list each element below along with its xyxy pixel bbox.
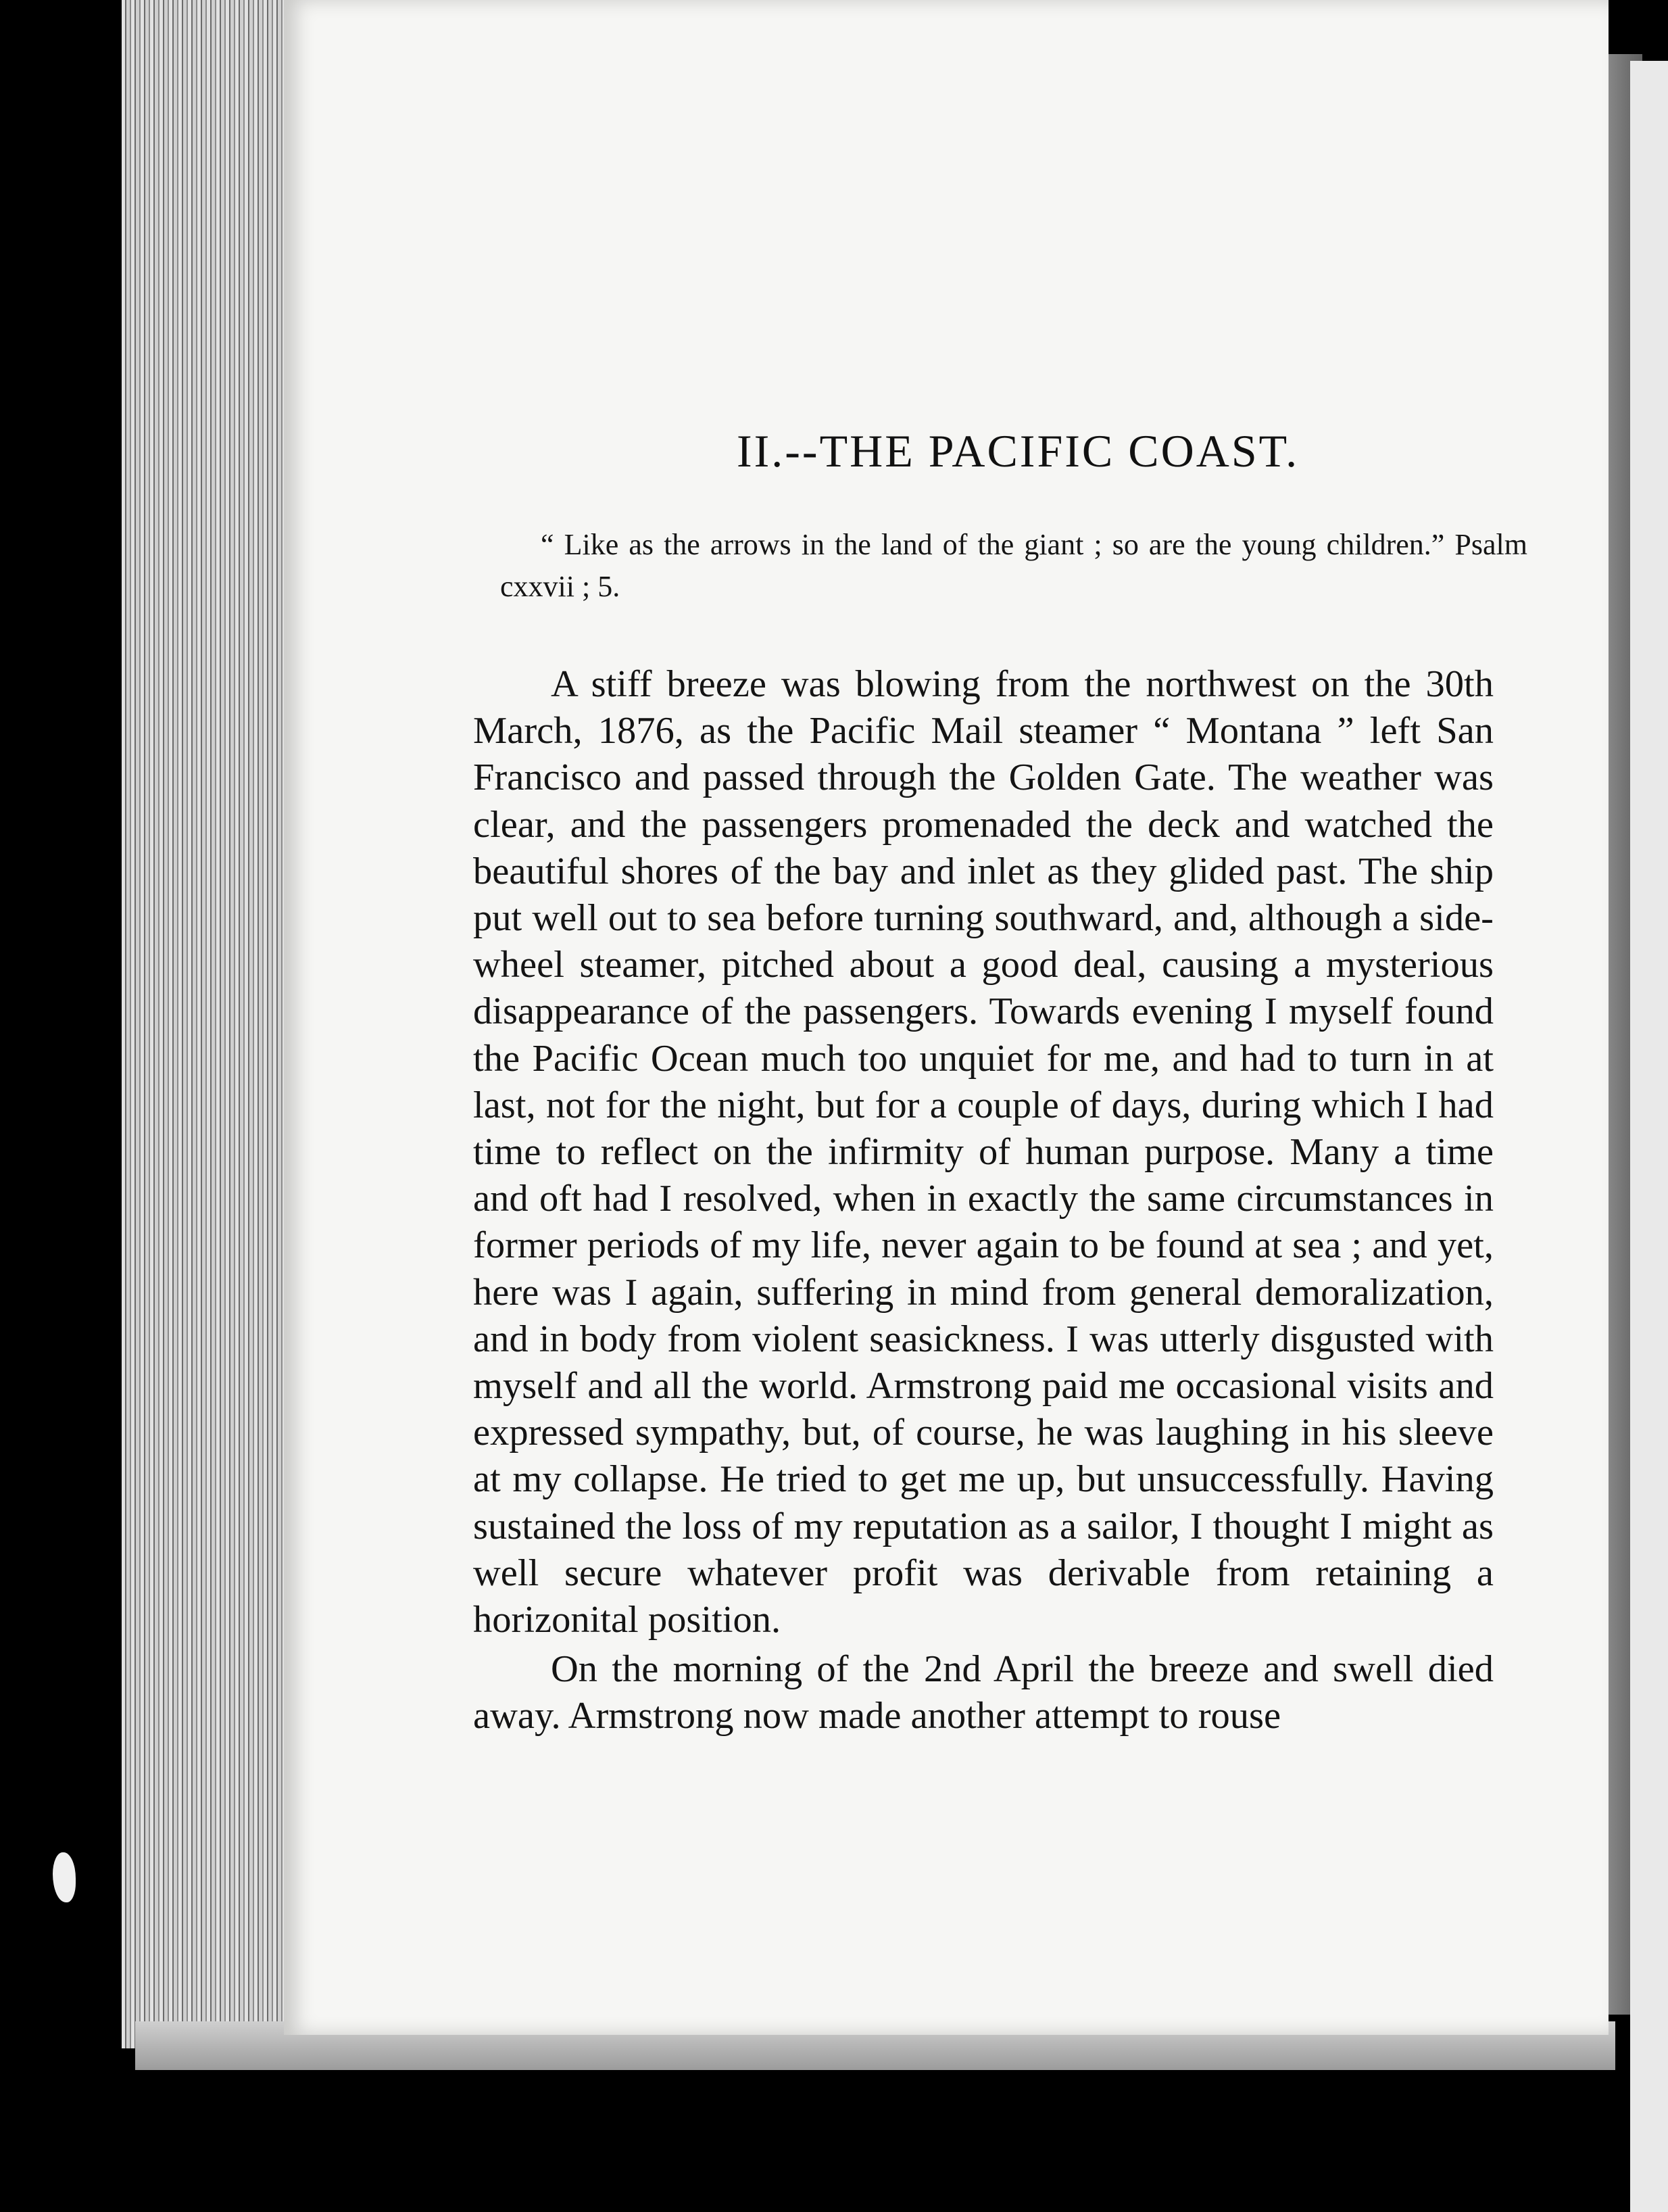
chapter-title: II.--THE PACIFIC COAST. — [737, 425, 1300, 477]
page-edges — [122, 0, 291, 2048]
body-text — [473, 661, 1494, 1740]
epigraph: “ Like as the arrows in the land of the giant ; so are the young children.” Psalm cxxvii ; 5. — [500, 528, 1527, 603]
scan-speck — [53, 1852, 76, 1902]
paragraph: A stiff breeze was blowing from the northwest on the 30th March, 1876, as the Pacific Mail steamer “ Montana ” left San Francisco and passed through the Golden Gate. The weather was clear, and the passengers promenaded the deck and watched the beautiful shores of the bay and inlet as they glided past. The ship put well out to sea before turning southward, and, although a side-wheel steamer, pitched about a good deal, causing a mysterious disappearance of the passengers. Towards evening I myself found the Pacific Ocean much too unquiet for me, and had to turn in at last, not for the night, but for a couple of days, during which I had time to reflect on the infirmity of human purpose. Many a time and oft had I resolved, when in exactly the same circumstances in former periods of my life, never again to be found at sea ; and yet, here was I again, suffering in mind from general demoralization, and in body from violent seasickness. I was utterly disgusted with myself and all the world. Armstrong paid me occasional visits and expressed sympathy, but, of course, he was laughing in his sleeve at my collapse. He tried to get me up, but unsuccessfully. Having sustained the loss of my reputation as a sailor, I thought I might as well secure whatever profit was derivable from retaining a horizonital position. — [473, 663, 1494, 1641]
paragraph: On the morning of the 2nd April the breeze and swell died away. Armstrong now made another attempt to rouse — [473, 1648, 1494, 1737]
facing-page-edge — [1630, 61, 1668, 2212]
